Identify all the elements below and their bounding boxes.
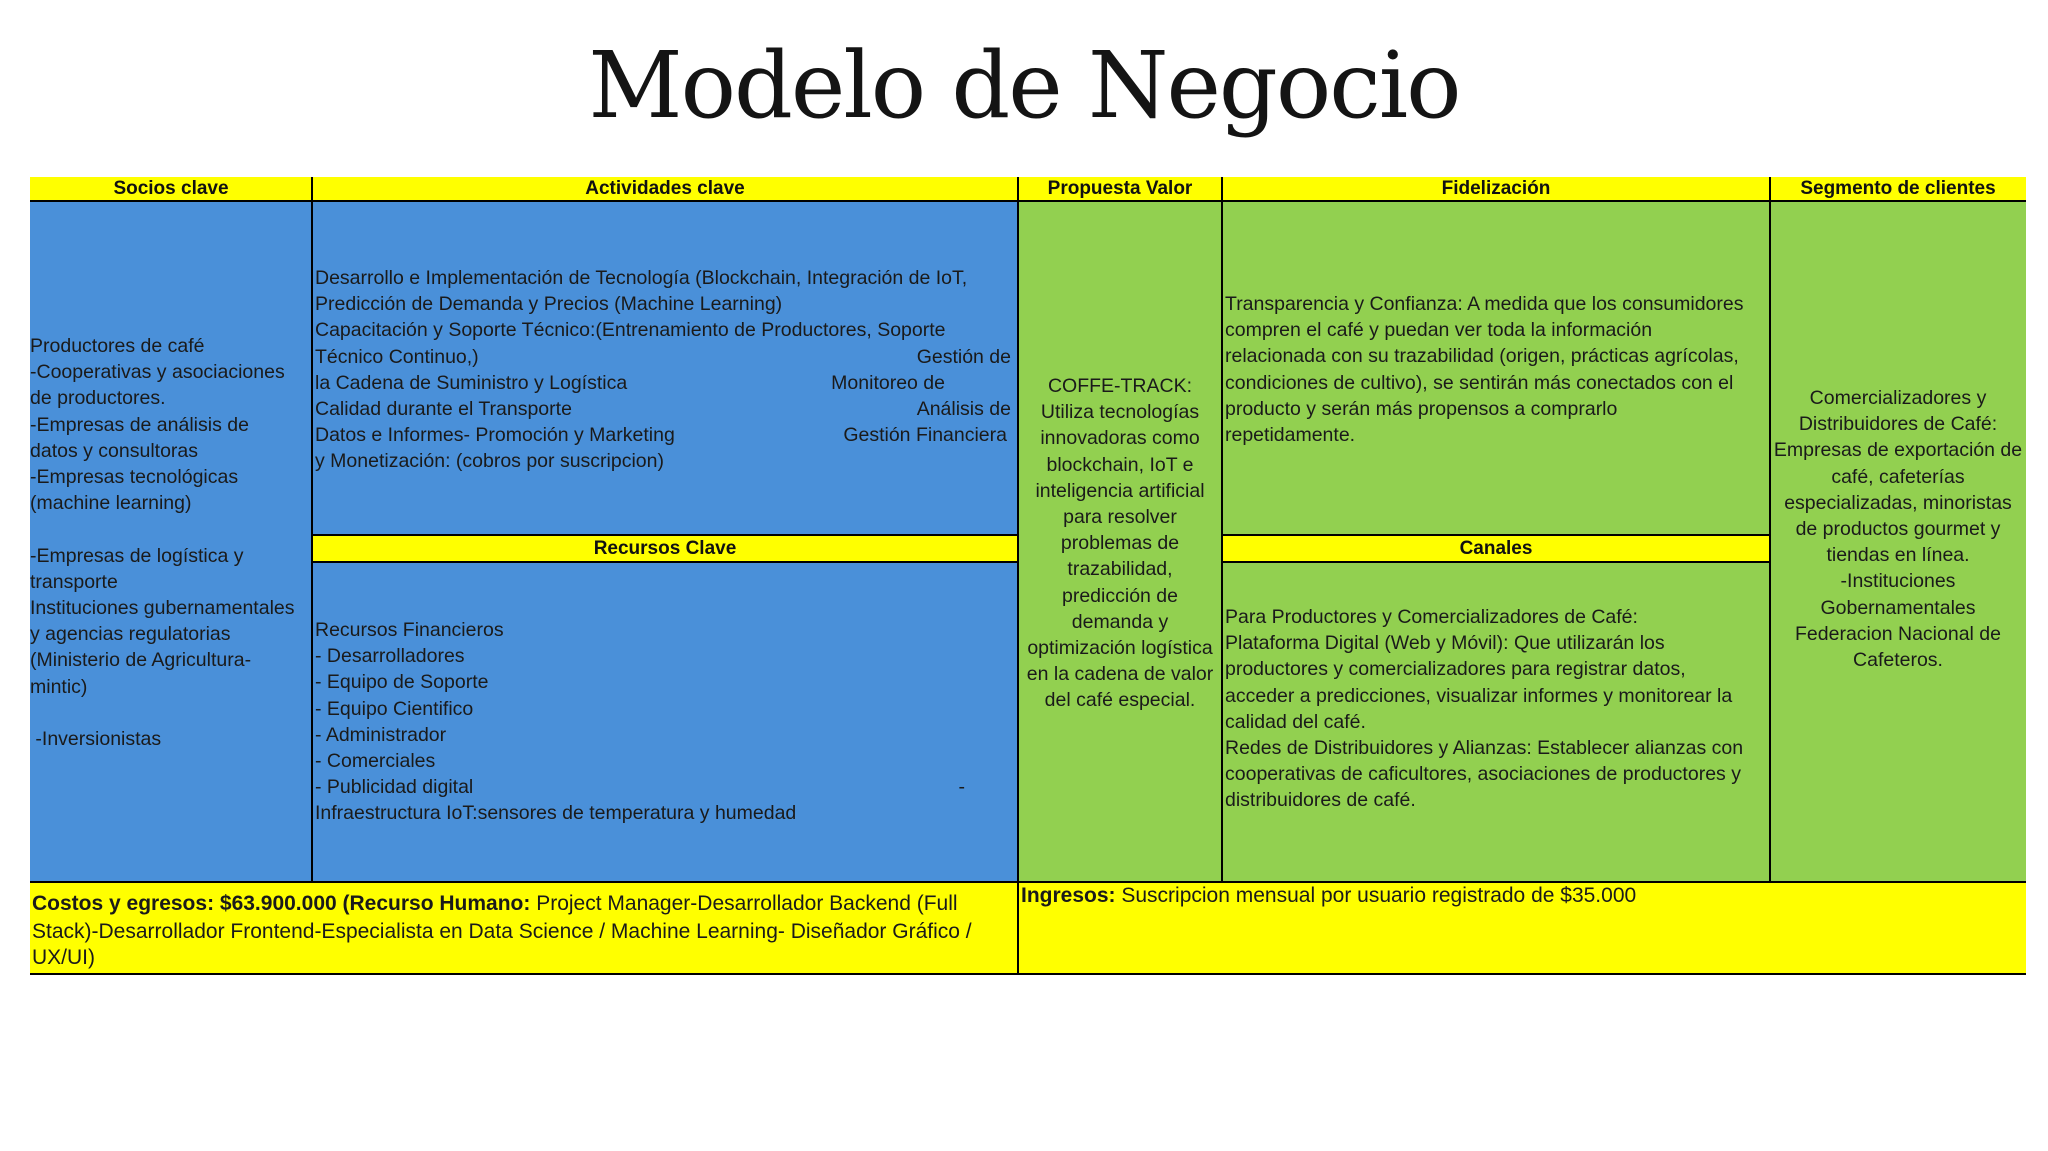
page-title: Modelo de Negocio	[588, 32, 1460, 139]
propuesta-line: inteligencia artificial	[1035, 479, 1205, 502]
socios-line: -Empresas tecnológicas	[30, 466, 239, 489]
actividades-left: Datos e Informes- Promoción y Marketing	[315, 424, 675, 447]
propuesta-line: demanda y	[1071, 610, 1169, 633]
fidelizacion-line: relacionada con su trazabilidad (origen, prácticas agrícolas,	[1225, 345, 1739, 368]
grid-line	[312, 561, 1018, 563]
grid-line	[30, 973, 2026, 975]
recursos-line: - Desarrolladores	[315, 645, 465, 668]
socios-line: -Empresas de análisis de	[30, 413, 249, 436]
ingresos-label: Ingresos:	[1021, 884, 1116, 907]
canales-line: productores y comercializadores para registrar datos,	[1225, 658, 1686, 681]
costos-line: Stack)-Desarrollador Frontend-Especialista en Data Science / Machine Learning- Diseñador Gráfico /	[32, 920, 972, 943]
fidelizacion-line: compren el café y puedan ver toda la información	[1225, 319, 1653, 342]
socios-line-blank	[30, 516, 312, 542]
costos-label: Costos y egresos: $63.900.000 (Recurso Humano:	[32, 892, 531, 915]
segmento-line: Gobernamentales	[1820, 596, 1976, 619]
recursos-line: - Comerciales	[315, 750, 436, 773]
socios-line: Productores de café	[30, 335, 205, 357]
actividades-line: Capacitación y Soporte Técnico:(Entrenamiento de Productores, Soporte	[315, 319, 946, 342]
socios-line: -Cooperativas y asociaciones	[30, 361, 285, 384]
header-actividades-clave: Actividades clave	[312, 177, 1018, 201]
socios-line-blank	[30, 700, 312, 726]
segmento-line: -Instituciones	[1840, 570, 1956, 593]
fidelizacion-line: Transparencia y Confianza: A medida que los consumidores	[1225, 293, 1744, 315]
actividades-left: la Cadena de Suministro y Logística	[315, 371, 628, 394]
costos-line: UX/UI)	[32, 946, 95, 969]
segmento-line: Comercializadores y	[1809, 387, 1987, 409]
grid-line	[312, 534, 1018, 536]
header-canales: Canales	[1222, 535, 1770, 562]
header-propuesta-valor: Propuesta Valor	[1018, 177, 1222, 201]
recursos-line: - Equipo de Soporte	[315, 671, 489, 694]
header-recursos-clave: Recursos Clave	[312, 535, 1018, 562]
propuesta-line: blockchain, IoT e	[1046, 453, 1194, 476]
grid-line	[30, 200, 2026, 202]
actividades-left: Calidad durante el Transporte	[315, 398, 572, 421]
socios-line: -Empresas de logística y	[30, 544, 244, 567]
recursos-dash: -	[958, 776, 965, 799]
grid-line	[1222, 534, 1770, 536]
costos-line1: Project Manager-Desarrollador Backend (Full	[530, 892, 958, 915]
segmento-line: Empresas de exportación de	[1773, 439, 2023, 462]
canales-line: Plataforma Digital (Web y Móvil): Que utilizarán los	[1225, 632, 1665, 655]
actividades-line: Predicción de Demanda y Precios (Machine Learning)	[315, 293, 783, 316]
actividades-row	[315, 370, 1011, 396]
canales-line: calidad del café.	[1225, 710, 1366, 733]
canales-line: Para Productores y Comercializadores de Café:	[1225, 606, 1638, 628]
socios-line: y agencias regulatorias	[30, 623, 231, 646]
ingresos-text	[1021, 882, 2021, 910]
socios-line: datos y consultoras	[30, 439, 199, 462]
segmento-line: Federacion Nacional de	[1795, 622, 2001, 645]
actividades-line: Desarrollo e Implementación de Tecnología (Blockchain, Integración de IoT,	[315, 267, 968, 289]
canales-text	[1225, 604, 1768, 814]
propuesta-line: en la cadena de valor	[1026, 663, 1214, 686]
segmento-line: especializadas, minoristas	[1784, 491, 2012, 514]
actividades-row	[315, 344, 1011, 370]
recursos-row	[315, 774, 1011, 800]
recursos-line: - Publicidad digital	[315, 776, 474, 799]
socios-line: (machine learning)	[30, 492, 192, 515]
recursos-line: - Administrador	[315, 723, 447, 746]
propuesta-line: innovadoras como	[1040, 427, 1200, 450]
canales-line: cooperativas de caficultores, asociaciones de productores y	[1225, 763, 1741, 786]
costos-text	[32, 890, 1016, 970]
actividades-right: Gestión Financiera	[843, 424, 1007, 447]
socios-line: transporte	[30, 570, 118, 593]
propuesta-valor-text	[1018, 373, 1222, 714]
ingresos-line	[1021, 882, 2021, 910]
recursos-line: Infraestructura IoT:sensores de temperatura y humedad	[315, 802, 797, 825]
fidelizacion-line: condiciones de cultivo), se sentirán más conectados con el	[1225, 371, 1734, 394]
actividades-right: Monitoreo de	[831, 371, 945, 394]
actividades-line: y Monetización: (cobros por suscripcion)	[315, 450, 664, 473]
segmento-clientes-text	[1770, 385, 2026, 673]
recursos-clave-text	[315, 617, 1011, 827]
actividades-row	[315, 396, 1011, 422]
recursos-line: - Equipo Cientifico	[315, 697, 474, 720]
costos-line	[32, 890, 1016, 918]
actividades-right: Análisis de	[916, 398, 1011, 421]
ingresos-value: Suscripcion mensual por usuario registrado de $35.000	[1115, 884, 1637, 907]
actividades-clave-text	[315, 265, 1011, 475]
header-fidelizacion: Fidelización	[1222, 177, 1770, 201]
header-segmento-clientes: Segmento de clientes	[1770, 177, 2026, 201]
propuesta-line: trazabilidad,	[1067, 558, 1173, 581]
fidelizacion-line: producto y serán más propensos a comprarlo	[1225, 397, 1618, 420]
actividades-right: Gestión de	[916, 345, 1011, 368]
propuesta-line: COFFE-TRACK:	[1047, 375, 1193, 397]
actividades-row	[315, 422, 1011, 448]
propuesta-line: predicción de	[1062, 584, 1178, 607]
recursos-line: Recursos Financieros	[315, 619, 504, 641]
propuesta-line: optimización logística	[1027, 637, 1213, 660]
fidelizacion-line: repetidamente.	[1225, 424, 1356, 447]
socios-clave-text	[30, 333, 312, 752]
socios-line: de productores.	[30, 387, 166, 410]
propuesta-line: Utiliza tecnologías	[1040, 401, 1200, 424]
segmento-line: Distribuidores de Café:	[1798, 413, 1998, 436]
socios-line: mintic)	[30, 675, 88, 698]
propuesta-line: del café especial.	[1044, 689, 1196, 712]
segmento-line: Cafeteros.	[1853, 649, 1943, 672]
segmento-line: de productos gourmet y	[1795, 518, 2001, 541]
canales-line: acceder a predicciones, visualizar informes y monitorear la	[1225, 684, 1733, 707]
propuesta-line: para resolver	[1063, 506, 1177, 529]
canales-line: distribuidores de café.	[1225, 789, 1416, 812]
socios-line: (Ministerio de Agricultura-	[30, 649, 252, 672]
propuesta-line: problemas de	[1060, 532, 1180, 555]
fidelizacion-text	[1225, 291, 1768, 448]
segmento-line: tiendas en línea.	[1826, 544, 1970, 567]
grid-line	[1222, 561, 1770, 563]
socios-line: -Inversionistas	[30, 728, 162, 751]
segmento-line: café, cafeterías	[1831, 465, 1965, 488]
header-socios-clave: Socios clave	[30, 177, 312, 201]
canales-line: Redes de Distribuidores y Alianzas: Establecer alianzas con	[1225, 737, 1744, 760]
actividades-left: Técnico Continuo,)	[315, 345, 479, 368]
socios-line: Instituciones gubernamentales	[30, 597, 295, 620]
